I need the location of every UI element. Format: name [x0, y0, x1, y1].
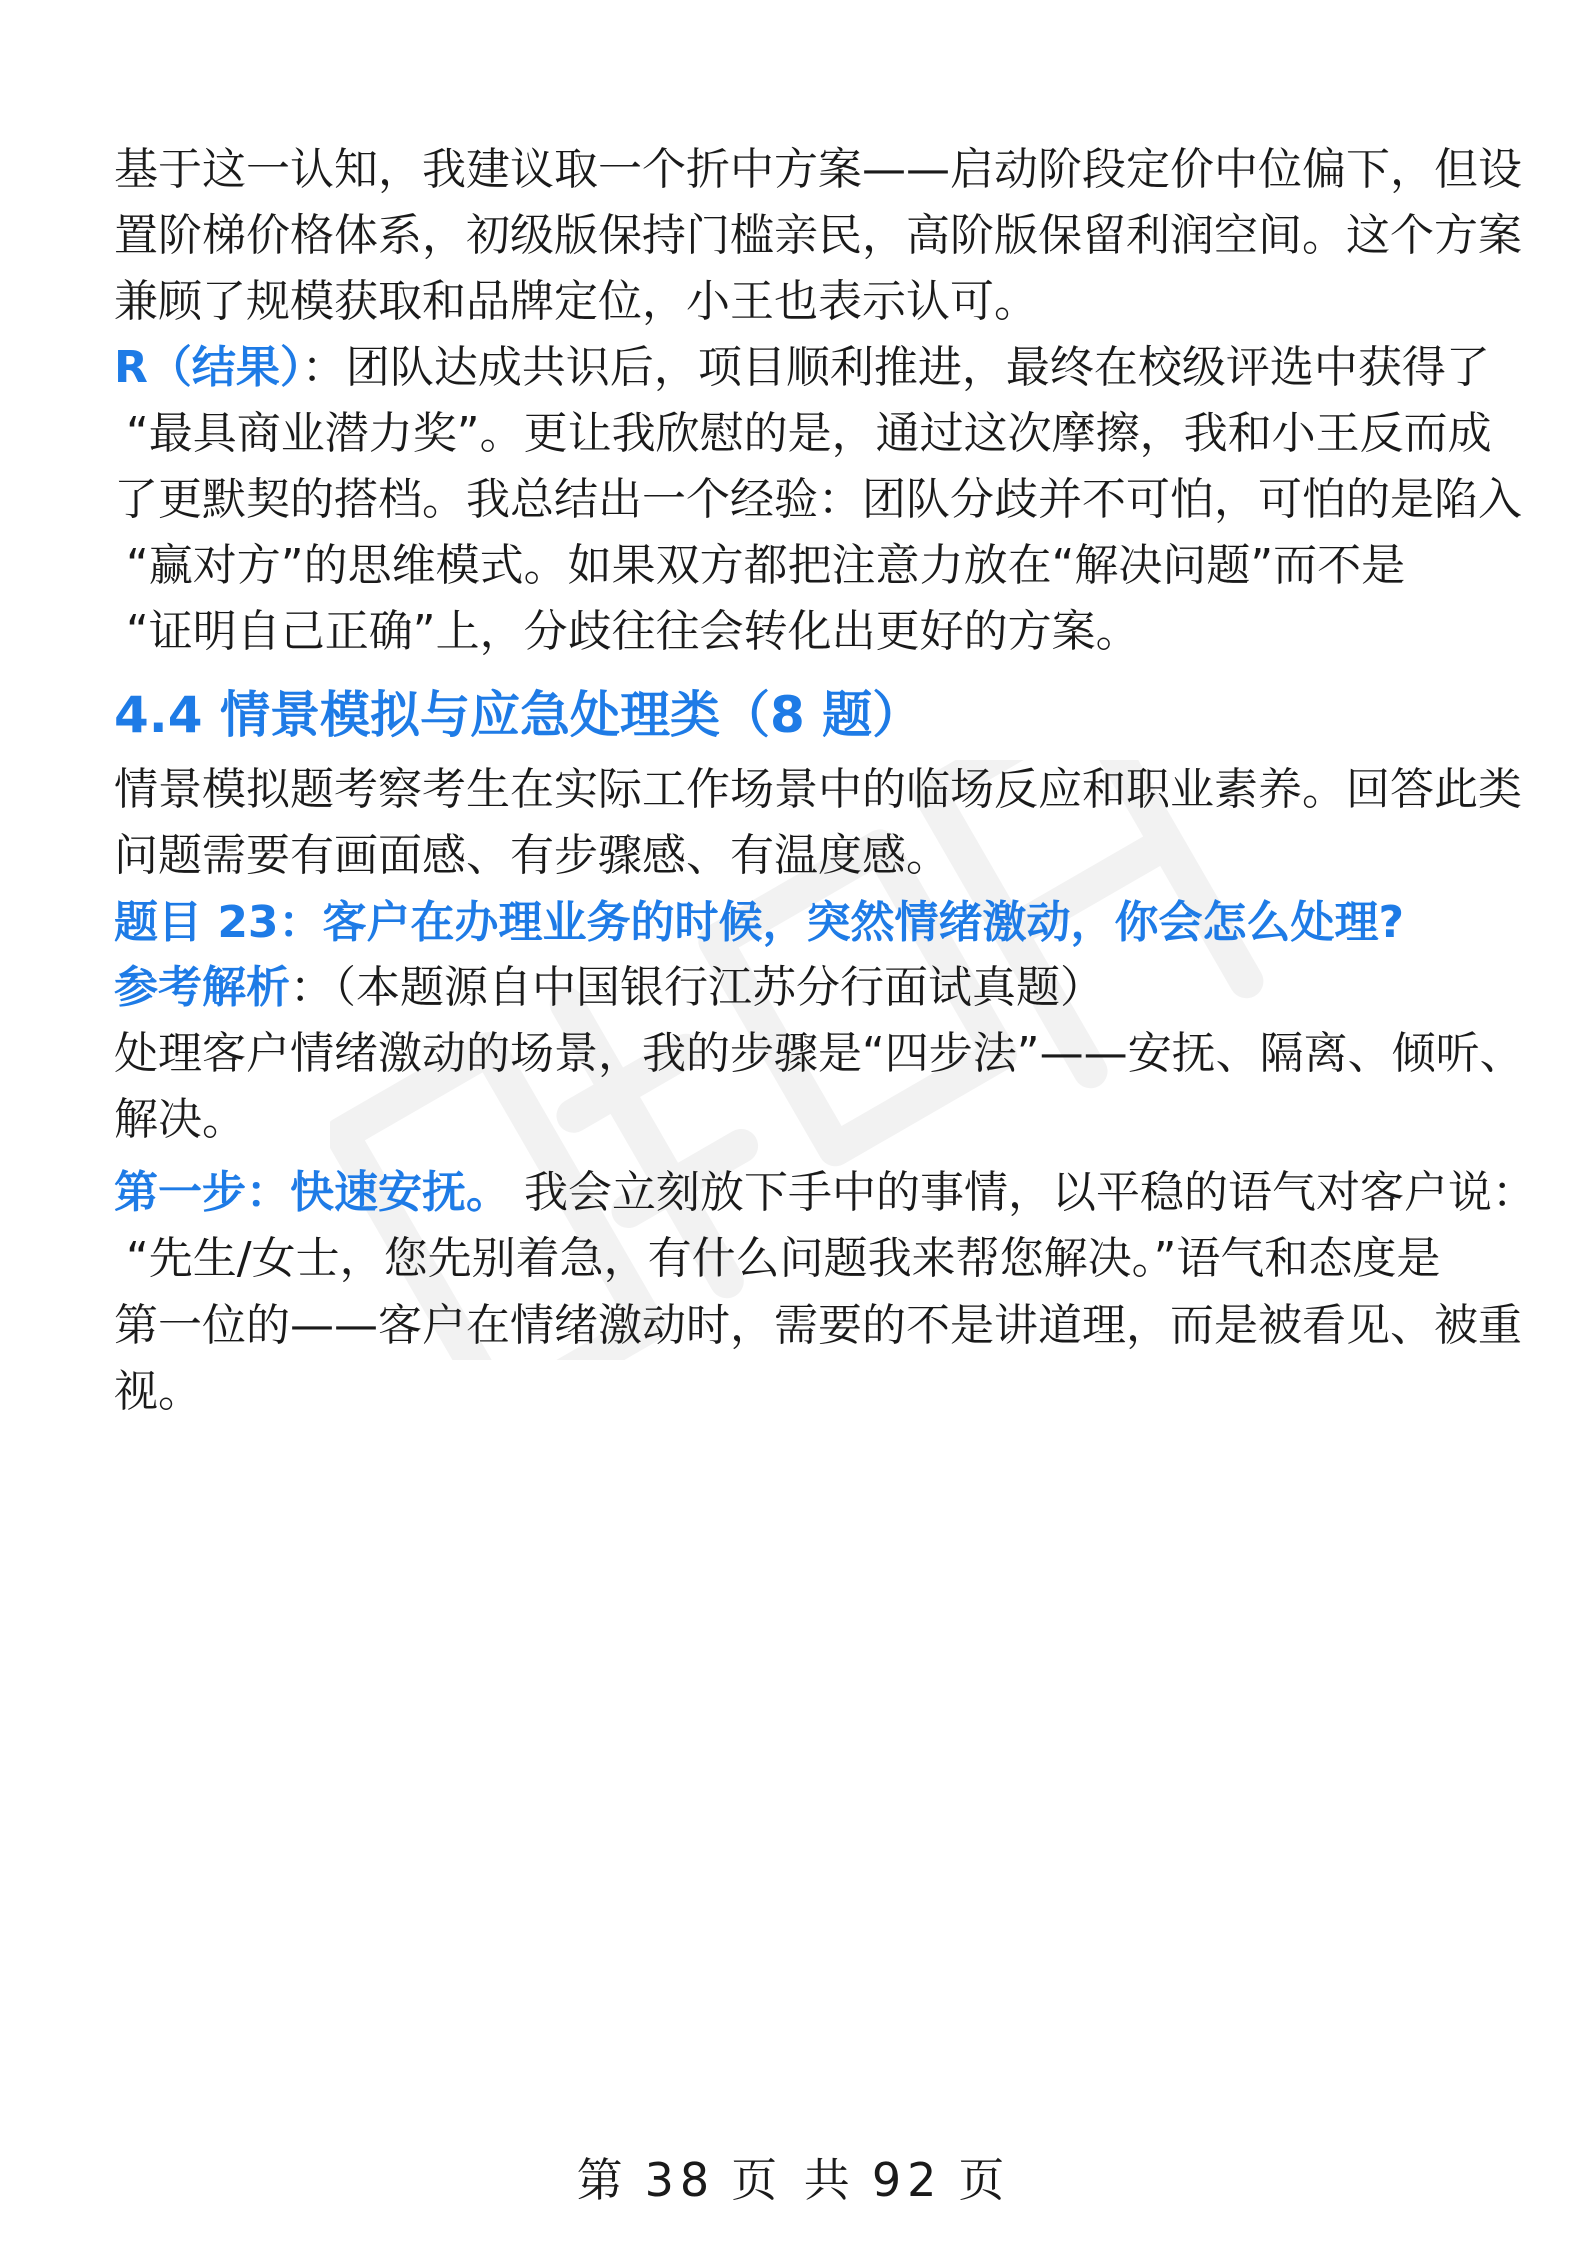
result-first-line	[114, 338, 1490, 398]
paragraph-line: 了更默契的搭档。我总结出一个经验：团队分歧并不可怕，可怕的是陷入	[114, 474, 1522, 525]
paragraph-line: 基于这一认知，我建议取一个折中方案——启动阶段定价中位偏下，但设	[114, 144, 1522, 195]
paragraph-line: 第一位的——客户在情绪激动时，需要的不是讲道理，而是被看见、被重	[114, 1300, 1522, 1351]
analysis-label: 参考解析	[114, 962, 290, 1013]
step-text: 我会立刻放下手中的事情，以平稳的语气对客户说：	[510, 1167, 1536, 1218]
paragraph-line: “最具商业潜力奖”。更让我欣慰的是，通过这次摩擦，我和小王反而成	[126, 408, 1492, 459]
footer-total-pages: 92	[871, 2153, 943, 2207]
footer-mid: 页 共	[731, 2153, 856, 2207]
paragraph-line: 置阶梯价格体系，初级版保持门槛亲民，高阶版保留利润空间。这个方案	[114, 210, 1522, 261]
page-footer	[0, 2150, 1587, 2210]
paragraph-line: 兼顾了规模获取和品牌定位，小王也表示认可。	[114, 276, 1038, 327]
step-first-line	[114, 1163, 1536, 1223]
paragraph-line: “赢对方”的思维模式。如果双方都把注意力放在“解决问题”而不是	[126, 540, 1406, 591]
footer-suffix: 页	[958, 2153, 1011, 2207]
footer-current-page: 38	[644, 2153, 716, 2207]
paragraph-line: “先生/女士，您先别着急，有什么问题我来帮您解决。”语气和态度是	[126, 1233, 1441, 1284]
paragraph-line: 处理客户情绪激动的场景，我的步骤是“四步法”——安抚、隔离、倾听、	[114, 1028, 1524, 1079]
result-text: ：团队达成共识后，项目顺利推进，最终在校级评选中获得了	[301, 342, 1490, 393]
analysis-note: ：（本题源自中国银行江苏分行面试真题）	[290, 962, 1104, 1013]
result-label: R（结果）	[114, 342, 302, 393]
paragraph-line: 情景模拟题考察考生在实际工作场景中的临场反应和职业素养。回答此类	[114, 764, 1522, 815]
question-title: 题目 23：客户在办理业务的时候，突然情绪激动，你会怎么处理?	[114, 897, 1405, 948]
paragraph-line: “证明自己正确”上，分歧往往会转化出更好的方案。	[126, 606, 1140, 657]
paragraph-line: 问题需要有画面感、有步骤感、有温度感。	[114, 830, 950, 881]
analysis-line	[114, 958, 1482, 1018]
footer-prefix: 第	[576, 2153, 629, 2207]
step-label: 第一步：快速安抚。	[114, 1167, 510, 1218]
section-heading: 4.4 情景模拟与应急处理类（8 题）	[114, 686, 923, 744]
paragraph-line: 视。	[114, 1366, 202, 1417]
paragraph-line: 解决。	[114, 1094, 246, 1145]
